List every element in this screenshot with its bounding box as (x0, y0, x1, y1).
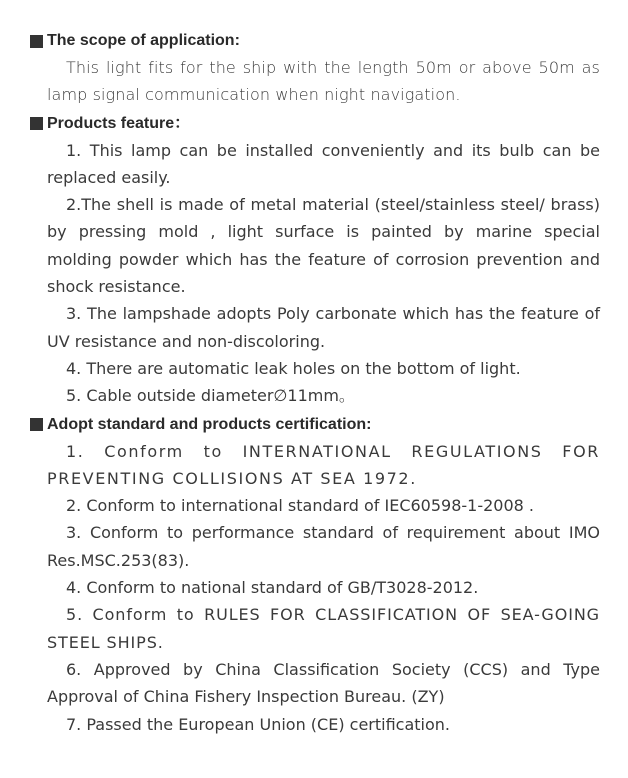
feature-item: 3. The lampshade adopts Poly carbonate which has the feature of UV resistance and non-discoloring. (47, 304, 600, 351)
scope-title: The scope of application: (47, 32, 240, 49)
standard-item: 7. Passed the European Union (CE) certification. (66, 714, 450, 734)
standards-heading (30, 412, 600, 438)
feature-item: 1. This lamp can be installed conveniently and its bulb can be replaced easily. (47, 140, 600, 187)
bullet-square-icon (30, 35, 43, 48)
bullet-square-icon (30, 418, 43, 431)
features-title: Products feature： (47, 114, 191, 132)
scope-heading (30, 28, 600, 54)
bullet-square-icon (30, 117, 43, 130)
standard-item: 3. Conform to performance standard of requirement about IMO Res.MSC.253(83). (47, 523, 600, 570)
document (30, 28, 600, 738)
standard-item: 2. Conform to international standard of IEC60598-1-2008 . (66, 496, 534, 516)
feature-item: 5. Cable outside diameter∅11mm。 (66, 386, 355, 406)
standard-item: 5. Conform to RULES FOR CLASSIFICATION OF SEA-GOING STEEL SHIPS. (47, 605, 600, 652)
features-heading (30, 111, 600, 137)
scope-text: This light fits for the ship with the length 50m or above 50m as lamp signal communication when night navigation. (47, 58, 600, 105)
standard-item: 4. Conform to national standard of GB/T3028-2012. (66, 578, 479, 598)
standard-item: 6. Approved by China Classification Society (CCS) and Type Approval of China Fishery Inspection Bureau. (ZY) (47, 659, 600, 707)
standards-title: Adopt standard and products certification: (47, 415, 372, 433)
feature-item: 2.The shell is made of metal material (steel/stainless steel/ brass) by pressing mold , light surface is painted by marine special molding powder which has the feature of corrosion prevention and shock resistance. (47, 195, 600, 297)
standard-item: 1. Conform to INTERNATIONAL REGULATIONS FOR PREVENTING COLLISIONS AT SEA 1972. (47, 441, 600, 488)
feature-item: 4. There are automatic leak holes on the bottom of light. (66, 358, 521, 378)
